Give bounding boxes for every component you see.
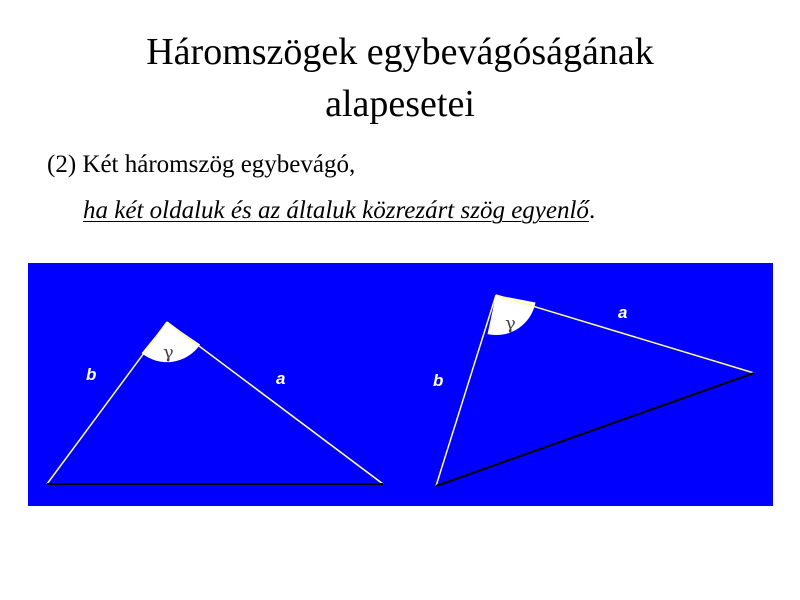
slide-title-line1: Háromszögek egybevágóságának — [146, 31, 654, 73]
left-side-a — [167, 322, 383, 484]
theorem-condition — [83, 194, 595, 228]
right-label-b: b — [433, 371, 444, 390]
theorem-condition-period: . — [588, 197, 596, 224]
left-side-b — [47, 322, 167, 484]
slide-title-line2: alapesetei — [325, 83, 475, 125]
theorem-statement: (2) Két háromszög egybevágó, — [47, 151, 356, 178]
theorem-condition-text: ha két oldaluk és az általuk közrezárt szög egyenlő — [83, 197, 589, 224]
right-label-a: a — [618, 303, 628, 322]
triangles-figure — [28, 263, 773, 506]
right-triangle — [433, 295, 754, 486]
left-triangle — [47, 322, 383, 484]
right-side-c — [436, 373, 754, 486]
left-label-b: b — [86, 365, 97, 384]
right-side-b — [436, 295, 496, 486]
right-label-gamma: γ — [505, 313, 516, 334]
slide-title — [0, 26, 800, 130]
left-label-a: a — [276, 369, 286, 388]
left-label-gamma: γ — [163, 342, 174, 363]
triangles-diagram — [28, 263, 773, 506]
